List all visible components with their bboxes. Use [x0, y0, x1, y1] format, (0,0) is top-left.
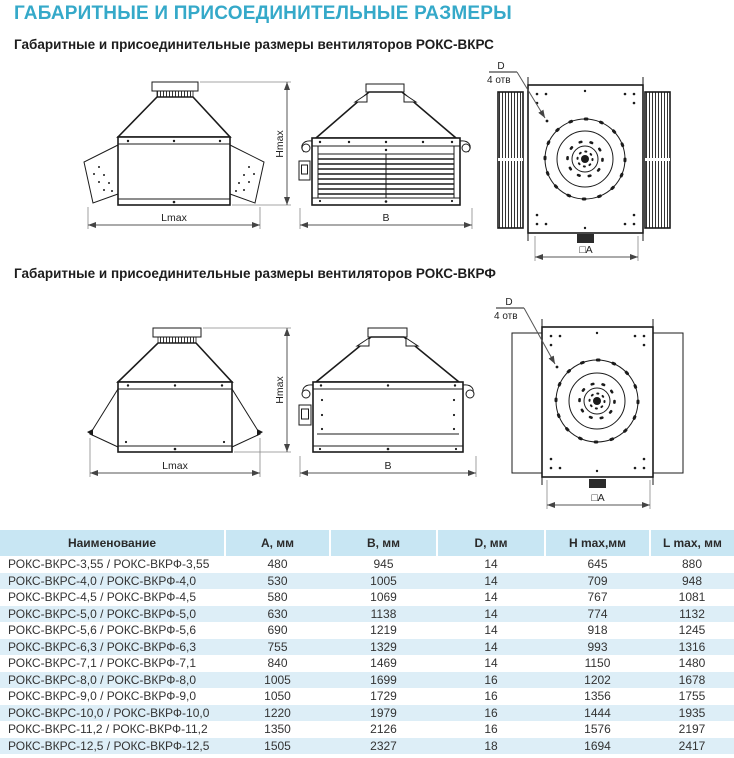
table-row — [0, 556, 734, 573]
size-value-cell: 1202 — [545, 672, 650, 689]
size-value-cell: 709 — [545, 573, 650, 590]
table-row — [0, 622, 734, 639]
size-value-cell: 2197 — [678, 722, 706, 737]
header-row — [0, 530, 734, 556]
vkrs-section-subtitle: Габаритные и присоединительные размеры вентиляторов РОКС-ВКРС — [14, 37, 494, 52]
size-value-cell: 1699 — [330, 672, 437, 689]
model-name-cell: РОКС-ВКРС-6,3 / РОКС-ВКРФ-6,3 — [0, 639, 225, 656]
size-value-cell: 1576 — [584, 722, 611, 737]
size-value-cell: 630 — [225, 606, 330, 623]
size-value-cell: 1979 — [330, 705, 437, 722]
model-name-cell: РОКС-ВКРС-5,6 / РОКС-ВКРФ-5,6 — [8, 623, 197, 638]
size-value-cell: 2126 — [370, 722, 397, 737]
column-header: Н max,мм — [545, 530, 650, 556]
vkrf-front-view — [299, 328, 476, 477]
table-row — [0, 655, 734, 672]
column-header: Наименование — [0, 530, 225, 556]
size-value-cell: 918 — [587, 623, 608, 638]
size-value-cell: 480 — [267, 557, 288, 572]
table-row — [0, 606, 734, 623]
size-value-cell: 1220 — [225, 705, 330, 722]
table-row — [0, 589, 734, 606]
size-value-cell: 945 — [373, 557, 394, 572]
dimensions-table — [0, 530, 734, 754]
size-value-cell: 1219 — [370, 623, 397, 638]
size-value-cell: 1356 — [584, 689, 611, 704]
size-value-cell: 16 — [437, 672, 545, 689]
size-value-cell: 948 — [650, 573, 734, 590]
vkrs-front-view — [299, 84, 472, 229]
table-row — [0, 573, 734, 590]
size-table-body — [0, 556, 734, 754]
size-value-cell: 16 — [484, 722, 498, 737]
vkrf-top-view — [494, 297, 683, 509]
size-value-cell: 1444 — [545, 705, 650, 722]
size-value-cell: 1678 — [650, 672, 734, 689]
size-value-cell: 580 — [267, 590, 288, 605]
size-value-cell: 14 — [437, 639, 545, 656]
model-name-cell: РОКС-ВКРС-3,55 / РОКС-ВКРФ-3,55 — [8, 557, 210, 572]
b-dim-label: B — [382, 212, 390, 224]
size-value-cell: 880 — [681, 557, 703, 572]
lmax-label: Lmax — [162, 460, 188, 472]
size-value-cell: 993 — [545, 639, 650, 656]
model-name-cell: РОКС-ВКРС-10,0 / РОКС-ВКРФ-10,0 — [0, 705, 225, 722]
page-title: ГАБАРИТНЫЕ И ПРИСОЕДИНИТЕЛЬНЫЕ РАЗМЕРЫ — [14, 3, 512, 24]
size-value-cell: 1480 — [678, 656, 706, 671]
size-value-cell: 840 — [267, 656, 288, 671]
vkrf-dimension-drawings — [0, 288, 734, 528]
size-value-cell: 16 — [437, 705, 545, 722]
model-name-cell: РОКС-ВКРС-7,1 / РОКС-ВКРФ-7,1 — [8, 656, 197, 671]
size-value-cell: 14 — [484, 623, 498, 638]
size-value-cell: 1245 — [678, 623, 706, 638]
model-name-cell: РОКС-ВКРС-8,0 / РОКС-ВКРФ-8,0 — [0, 672, 225, 689]
model-name-cell: РОКС-ВКРС-11,2 / РОКС-ВКРФ-11,2 — [8, 722, 208, 737]
table-row — [0, 738, 734, 755]
size-value-cell: 1350 — [264, 722, 291, 737]
size-value-cell: 1132 — [650, 606, 734, 623]
a-square-label: □A — [591, 492, 605, 504]
size-value-cell: 14 — [484, 557, 498, 572]
size-value-cell: 1005 — [225, 672, 330, 689]
model-name-cell: РОКС-ВКРС-12,5 / РОКС-ВКРФ-12,5 — [0, 738, 225, 755]
vkrs-top-view — [487, 61, 670, 261]
size-value-cell: 2327 — [330, 738, 437, 755]
size-value-cell: 1505 — [225, 738, 330, 755]
vkrf-side-view — [87, 328, 291, 477]
size-value-cell: 1329 — [330, 639, 437, 656]
size-value-cell: 14 — [484, 656, 498, 671]
size-value-cell: 1069 — [370, 590, 397, 605]
hmax-label: Hmax — [274, 130, 286, 158]
table-row — [0, 688, 734, 705]
model-name-cell: РОКС-ВКРС-5,0 / РОКС-ВКРФ-5,0 — [0, 606, 225, 623]
model-name-cell: РОКС-ВКРС-9,0 / РОКС-ВКРФ-9,0 — [8, 689, 197, 704]
size-value-cell: 530 — [225, 573, 330, 590]
b-dim-label: B — [384, 460, 392, 472]
table-row — [0, 705, 734, 722]
table-row — [0, 672, 734, 689]
hmax-label: Hmax — [274, 376, 286, 404]
holes-count-label: 4 отв — [487, 75, 511, 86]
model-name-cell: РОКС-ВКРС-4,0 / РОКС-ВКРФ-4,0 — [0, 573, 225, 590]
size-value-cell: 18 — [437, 738, 545, 755]
table-row — [0, 639, 734, 656]
size-value-cell: 690 — [267, 623, 288, 638]
d-dim-label: D — [505, 297, 513, 308]
size-value-cell: 755 — [225, 639, 330, 656]
size-value-cell: 767 — [587, 590, 608, 605]
holes-count-label: 4 отв — [494, 311, 518, 322]
size-value-cell: 1050 — [264, 689, 291, 704]
size-value-cell: 1935 — [650, 705, 734, 722]
size-value-cell: 16 — [484, 689, 498, 704]
a-square-label: □A — [579, 244, 593, 256]
vkrs-side-view — [84, 82, 291, 229]
size-value-cell: 1755 — [678, 689, 706, 704]
column-header: В, мм — [330, 530, 437, 556]
size-value-cell: 1005 — [330, 573, 437, 590]
vkrf-section-subtitle: Габаритные и присоединительные размеры вентиляторов РОКС-ВКРФ — [14, 266, 496, 281]
column-header: А, мм — [225, 530, 330, 556]
d-dim-label: D — [497, 61, 505, 72]
size-value-cell: 1316 — [650, 639, 734, 656]
size-value-cell: 1694 — [545, 738, 650, 755]
size-value-cell: 645 — [587, 557, 608, 572]
size-value-cell: 1469 — [370, 656, 397, 671]
model-name-cell: РОКС-ВКРС-4,5 / РОКС-ВКРФ-4,5 — [8, 590, 197, 605]
size-value-cell: 1150 — [584, 656, 611, 671]
dimensions-table-header — [0, 530, 734, 556]
column-header: D, мм — [437, 530, 545, 556]
lmax-label: Lmax — [161, 212, 187, 224]
table-row — [0, 721, 734, 738]
size-value-cell: 14 — [437, 606, 545, 623]
size-value-cell: 14 — [484, 590, 498, 605]
size-value-cell: 14 — [437, 573, 545, 590]
size-value-cell: 1081 — [678, 590, 706, 605]
size-value-cell: 2417 — [650, 738, 734, 755]
vkrs-dimension-drawings — [0, 58, 734, 264]
column-header: L max, мм — [650, 530, 734, 556]
size-value-cell: 1729 — [370, 689, 397, 704]
size-value-cell: 1138 — [330, 606, 437, 623]
size-value-cell: 774 — [545, 606, 650, 623]
